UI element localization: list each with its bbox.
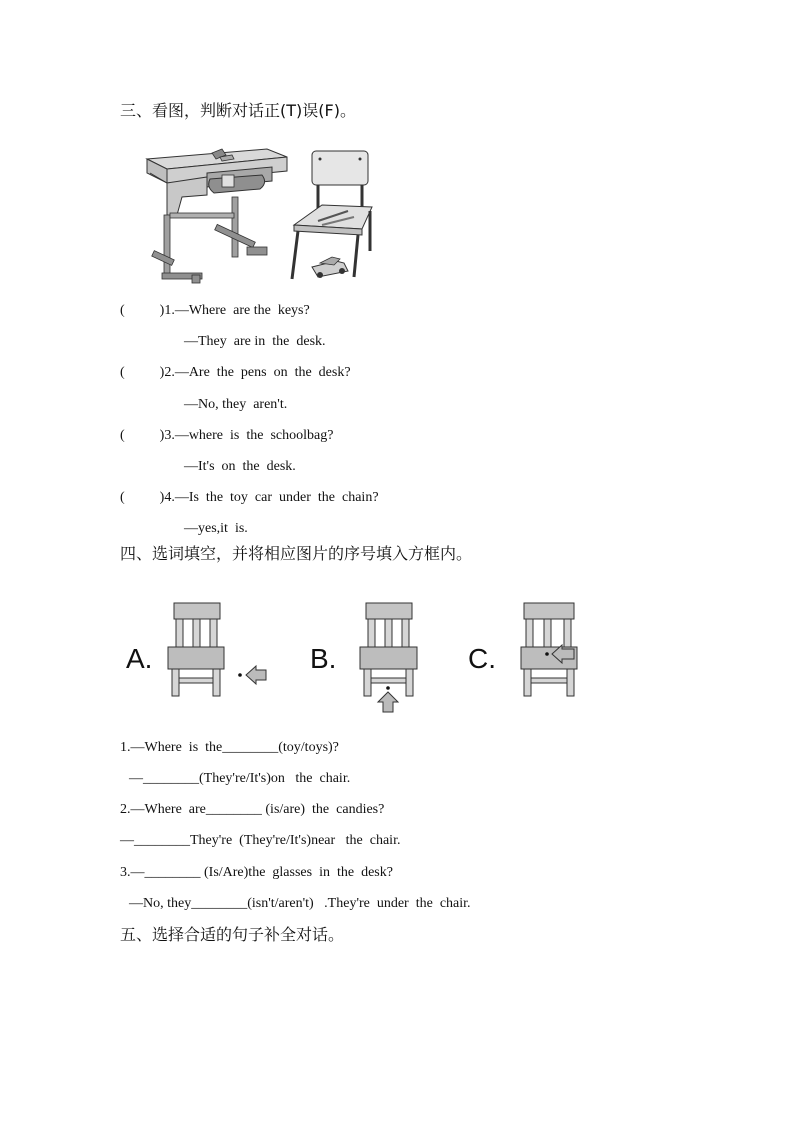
chair-arrow-up-icon [360, 602, 420, 714]
option-c-label: C. [468, 643, 496, 674]
s3-q4: ( )4.—Is the toy car under the chain? [120, 490, 379, 505]
section-5-heading: 五、选择合适的句子补全对话。 [120, 925, 345, 944]
s4-line-1: 1.—Where is the________(toy/toys)? [120, 740, 339, 755]
s4-line-5: 3.—________ (Is/Are)the glasses in the desk? [120, 865, 393, 880]
s3-q1: ( )1.—Where are the keys? [120, 303, 310, 318]
option-a-label: A. [126, 643, 153, 674]
s3-q3: ( )3.—where is the schoolbag? [120, 428, 334, 443]
chair-arrow-on-seat-icon [520, 602, 580, 698]
desk-and-chair-illustration [122, 137, 420, 287]
s4-line-3: 2.—Where are________ (is/are) the candies? [120, 802, 385, 817]
s3-a3: —It's on the desk. [184, 459, 296, 474]
option-b-label: B. [310, 643, 337, 674]
s4-line-2: —________(They're/It's)on the chair. [122, 771, 351, 786]
s4-line-4: —________They're (They're/It's)near the chair. [120, 833, 401, 848]
section-3-heading: 三、看图，判断对话正(T)误(F)。 [120, 101, 356, 120]
chair-arrow-left-icon [166, 602, 268, 698]
s4-line-6: —No, they________(isn't/aren't) .They're under the chair. [122, 896, 471, 911]
s3-a2: —No, they aren't. [184, 397, 288, 412]
s3-a4: —yes,it is. [184, 521, 248, 536]
section-4-heading: 四、选词填空，并将相应图片的序号填入方框内。 [120, 544, 473, 563]
s3-a1: —They are in the desk. [184, 334, 326, 349]
s3-q2: ( )2.—Are the pens on the desk? [120, 365, 351, 380]
